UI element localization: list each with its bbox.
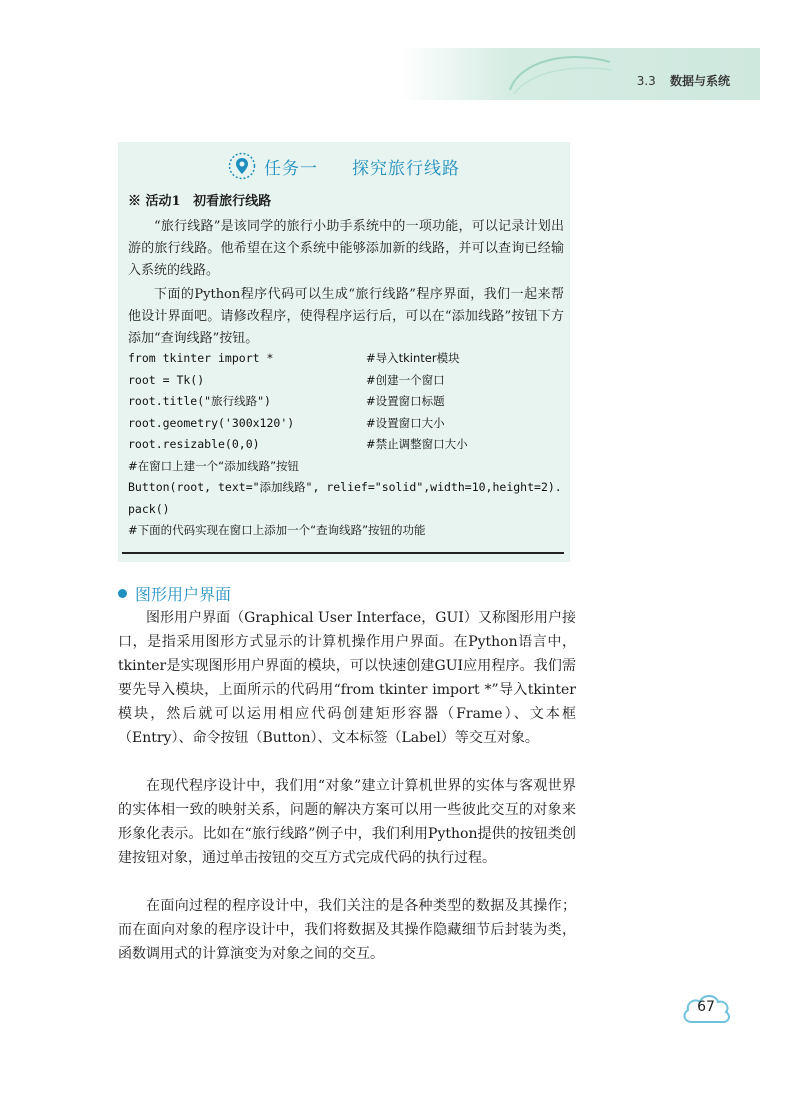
section-paragraph-1: 图形用户界面（Graphical User Interface，GUI）又称图形用户接口，是指采用图形方式显示的计算机操作用户界面。在Python语言中，tkinter是实现图形用户界面的模块，可以快速创建GUI应用程序。我们需要先导入模块，上面所示的代码用“from tkinter import *”导入tkinter模块，然后就可以运用相应代码创建矩形容器（Frame）、文本框（Entry）、命令按钮（Button）、文本标签（Label）等交互对象。 <box>118 610 576 746</box>
code-comment: #导入tkinter模块 <box>366 351 460 365</box>
code-block <box>128 348 568 542</box>
section-title: 图形用户界面 <box>135 585 232 604</box>
code-line <box>128 413 568 435</box>
section-paragraph-2: 在现代程序设计中，我们用“对象”建立计算机世界的实体与客观世界的实体相一致的映射关系，问题的解决方案可以用一些彼此交互的对象来形象化表示。比如在“旅行线路”例子中，我们利用Python提供的按钮类创建按钮对象，通过单击按钮的交互方式完成代码的执行过程。 <box>118 778 576 866</box>
location-pin-icon <box>228 152 256 180</box>
task-box <box>118 142 570 562</box>
code-line <box>128 434 568 456</box>
header-section-label <box>637 72 730 89</box>
code-comment: #禁止调整窗口大小 <box>366 437 468 451</box>
header-section-number: 3.3 <box>636 74 656 88</box>
code-text: root = Tk() <box>128 372 205 387</box>
code-line <box>128 370 568 392</box>
code-text: #在窗口上建一个“添加线路”按钮 <box>128 458 300 473</box>
code-text: root.resizable(0,0) <box>128 437 260 451</box>
task-title <box>228 151 460 181</box>
header-section-title: 数据与系统 <box>669 74 730 88</box>
task-subtitle: 探究旅行线路 <box>352 158 460 179</box>
page-number: 67 <box>697 999 715 1015</box>
code-divider <box>122 552 564 554</box>
activity-title: 初看旅行线路 <box>193 194 272 209</box>
code-line <box>128 391 568 413</box>
code-line <box>128 348 568 370</box>
code-text: Button(root, text="添加线路", relief="solid",width=10,height=2). <box>128 480 562 494</box>
section-heading <box>118 582 231 605</box>
task-paragraph-2: 下面的Python程序代码可以生成“旅行线路”程序界面，我们一起来帮他设计界面吧。请修改程序，使得程序运行后，可以在“添加线路”按钮下方添加“查询线路”按钮。 <box>128 287 564 346</box>
code-line <box>128 520 568 542</box>
dot-icon <box>118 589 127 598</box>
code-text: pack() <box>128 501 170 516</box>
task-title-label: 任务一 <box>264 158 318 179</box>
code-text: root.geometry('300x120') <box>128 415 295 430</box>
code-comment: #设置窗口标题 <box>366 394 445 408</box>
code-text: #下面的代码实现在窗口上添加一个“查询线路”按钮的功能 <box>128 523 426 537</box>
code-comment: #创建一个窗口 <box>366 372 445 387</box>
section-paragraph-3: 在面向过程的程序设计中，我们关注的是各种类型的数据及其操作；而在面向对象的程序设计中，我们将数据及其操作隐藏细节后封装为类，函数调用式的计算演变为对象之间的交互。 <box>118 898 576 962</box>
code-line <box>128 499 568 521</box>
code-line <box>128 477 568 499</box>
swoosh-decoration-icon <box>500 50 620 100</box>
page-number-badge <box>680 990 732 1026</box>
page-header <box>400 48 760 100</box>
task-paragraph-1: “旅行线路”是该同学的旅行小助手系统中的一项功能，可以记录计划出游的旅行线路。他希望在这个系统中能够添加新的线路，并可以查询已经输入系统的线路。 <box>128 219 564 278</box>
activity-heading <box>128 190 279 209</box>
code-line <box>128 456 568 478</box>
code-text: root.title("旅行线路") <box>128 394 271 408</box>
code-text: from tkinter import * <box>128 351 274 365</box>
code-comment: #设置窗口大小 <box>366 415 445 430</box>
activity-marker: ※ 活动1 <box>128 194 181 209</box>
